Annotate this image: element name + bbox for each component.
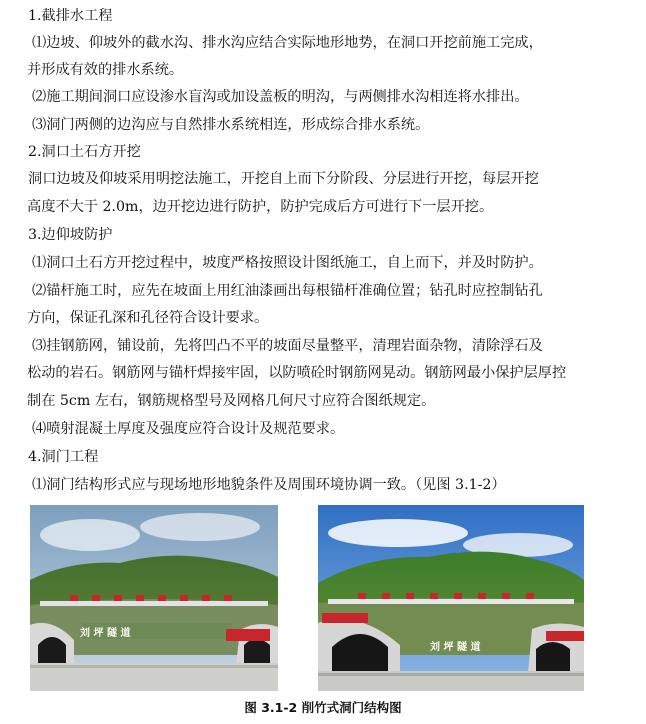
section-2-para-1: 洞口边坡及仰坡采用明挖法施工，开挖自上而下分阶段、分层进行开挖，每层开挖 (28, 171, 539, 187)
left-photo-sign: 刘 坪 隧 道 (80, 628, 131, 639)
section-1-para-1-cont: 并形成有效的排水系统。 (27, 62, 184, 78)
section-1-para-1: ⑴边坡、仰坡外的截水沟、排水沟应结合实际地形地势，在洞口开挖前施工完成， (32, 35, 543, 51)
section-3-para-2: ⑵锚杆施工时，应先在坡面上用红油漆画出每根锚杆准确位置；钻孔时应控制钻孔 (32, 283, 543, 299)
section-4-para-1: ⑴洞门结构形式应与现场地形地貌条件及周围环境协调一致。（见图 3.1-2） (32, 477, 506, 493)
section-3-para-4: ⑷喷射混凝土厚度及强度应符合设计及规范要求。 (32, 421, 345, 437)
tunnel-portal-photo-right (318, 505, 584, 691)
section-1-para-2: ⑵施工期间洞口应设渗水盲沟或加设盖板的明沟，与两侧排水沟相连将水排出。 (32, 89, 529, 105)
section-3-para-3: ⑶挂钢筋网，铺设前，先将凹凸不平的坡面尽量整平，清理岩面杂物，清除浮石及 (32, 338, 543, 354)
section-3-para-3-cont1: 松动的岩石。钢筋网与锚杆焊接牢固，以防喷砼时钢筋网晃动。钢筋网最小保护层厚控 (27, 365, 567, 381)
section-2-para-1-cont: 高度不大于 2.0m，边开挖边进行防护，防护完成后方可进行下一层开挖。 (27, 199, 494, 215)
section-1-para-3: ⑶洞门两侧的边沟应与自然排水系统相连，形成综合排水系统。 (32, 117, 430, 133)
section-1-heading: 1.截排水工程 (28, 8, 113, 24)
right-photo-sign: 刘 坪 隧 道 (430, 642, 481, 653)
section-4-heading: 4.洞门工程 (28, 449, 99, 465)
figure-caption: 图 3.1-2 削竹式洞门结构图 (244, 700, 402, 715)
section-3-para-2-cont: 方向，保证孔深和孔径符合设计要求。 (27, 310, 269, 326)
section-2-heading: 2.洞口土石方开挖 (28, 144, 141, 160)
section-3-para-3-cont2: 制在 5cm 左右，钢筋规格型号及网格几何尺寸应符合图纸规定。 (27, 393, 436, 409)
tunnel-portal-photo-left (30, 505, 278, 691)
section-3-heading: 3.边仰坡防护 (28, 227, 113, 243)
section-3-para-1: ⑴洞口土石方开挖过程中，坡度严格按照设计图纸施工，自上而下，并及时防护。 (32, 255, 543, 271)
